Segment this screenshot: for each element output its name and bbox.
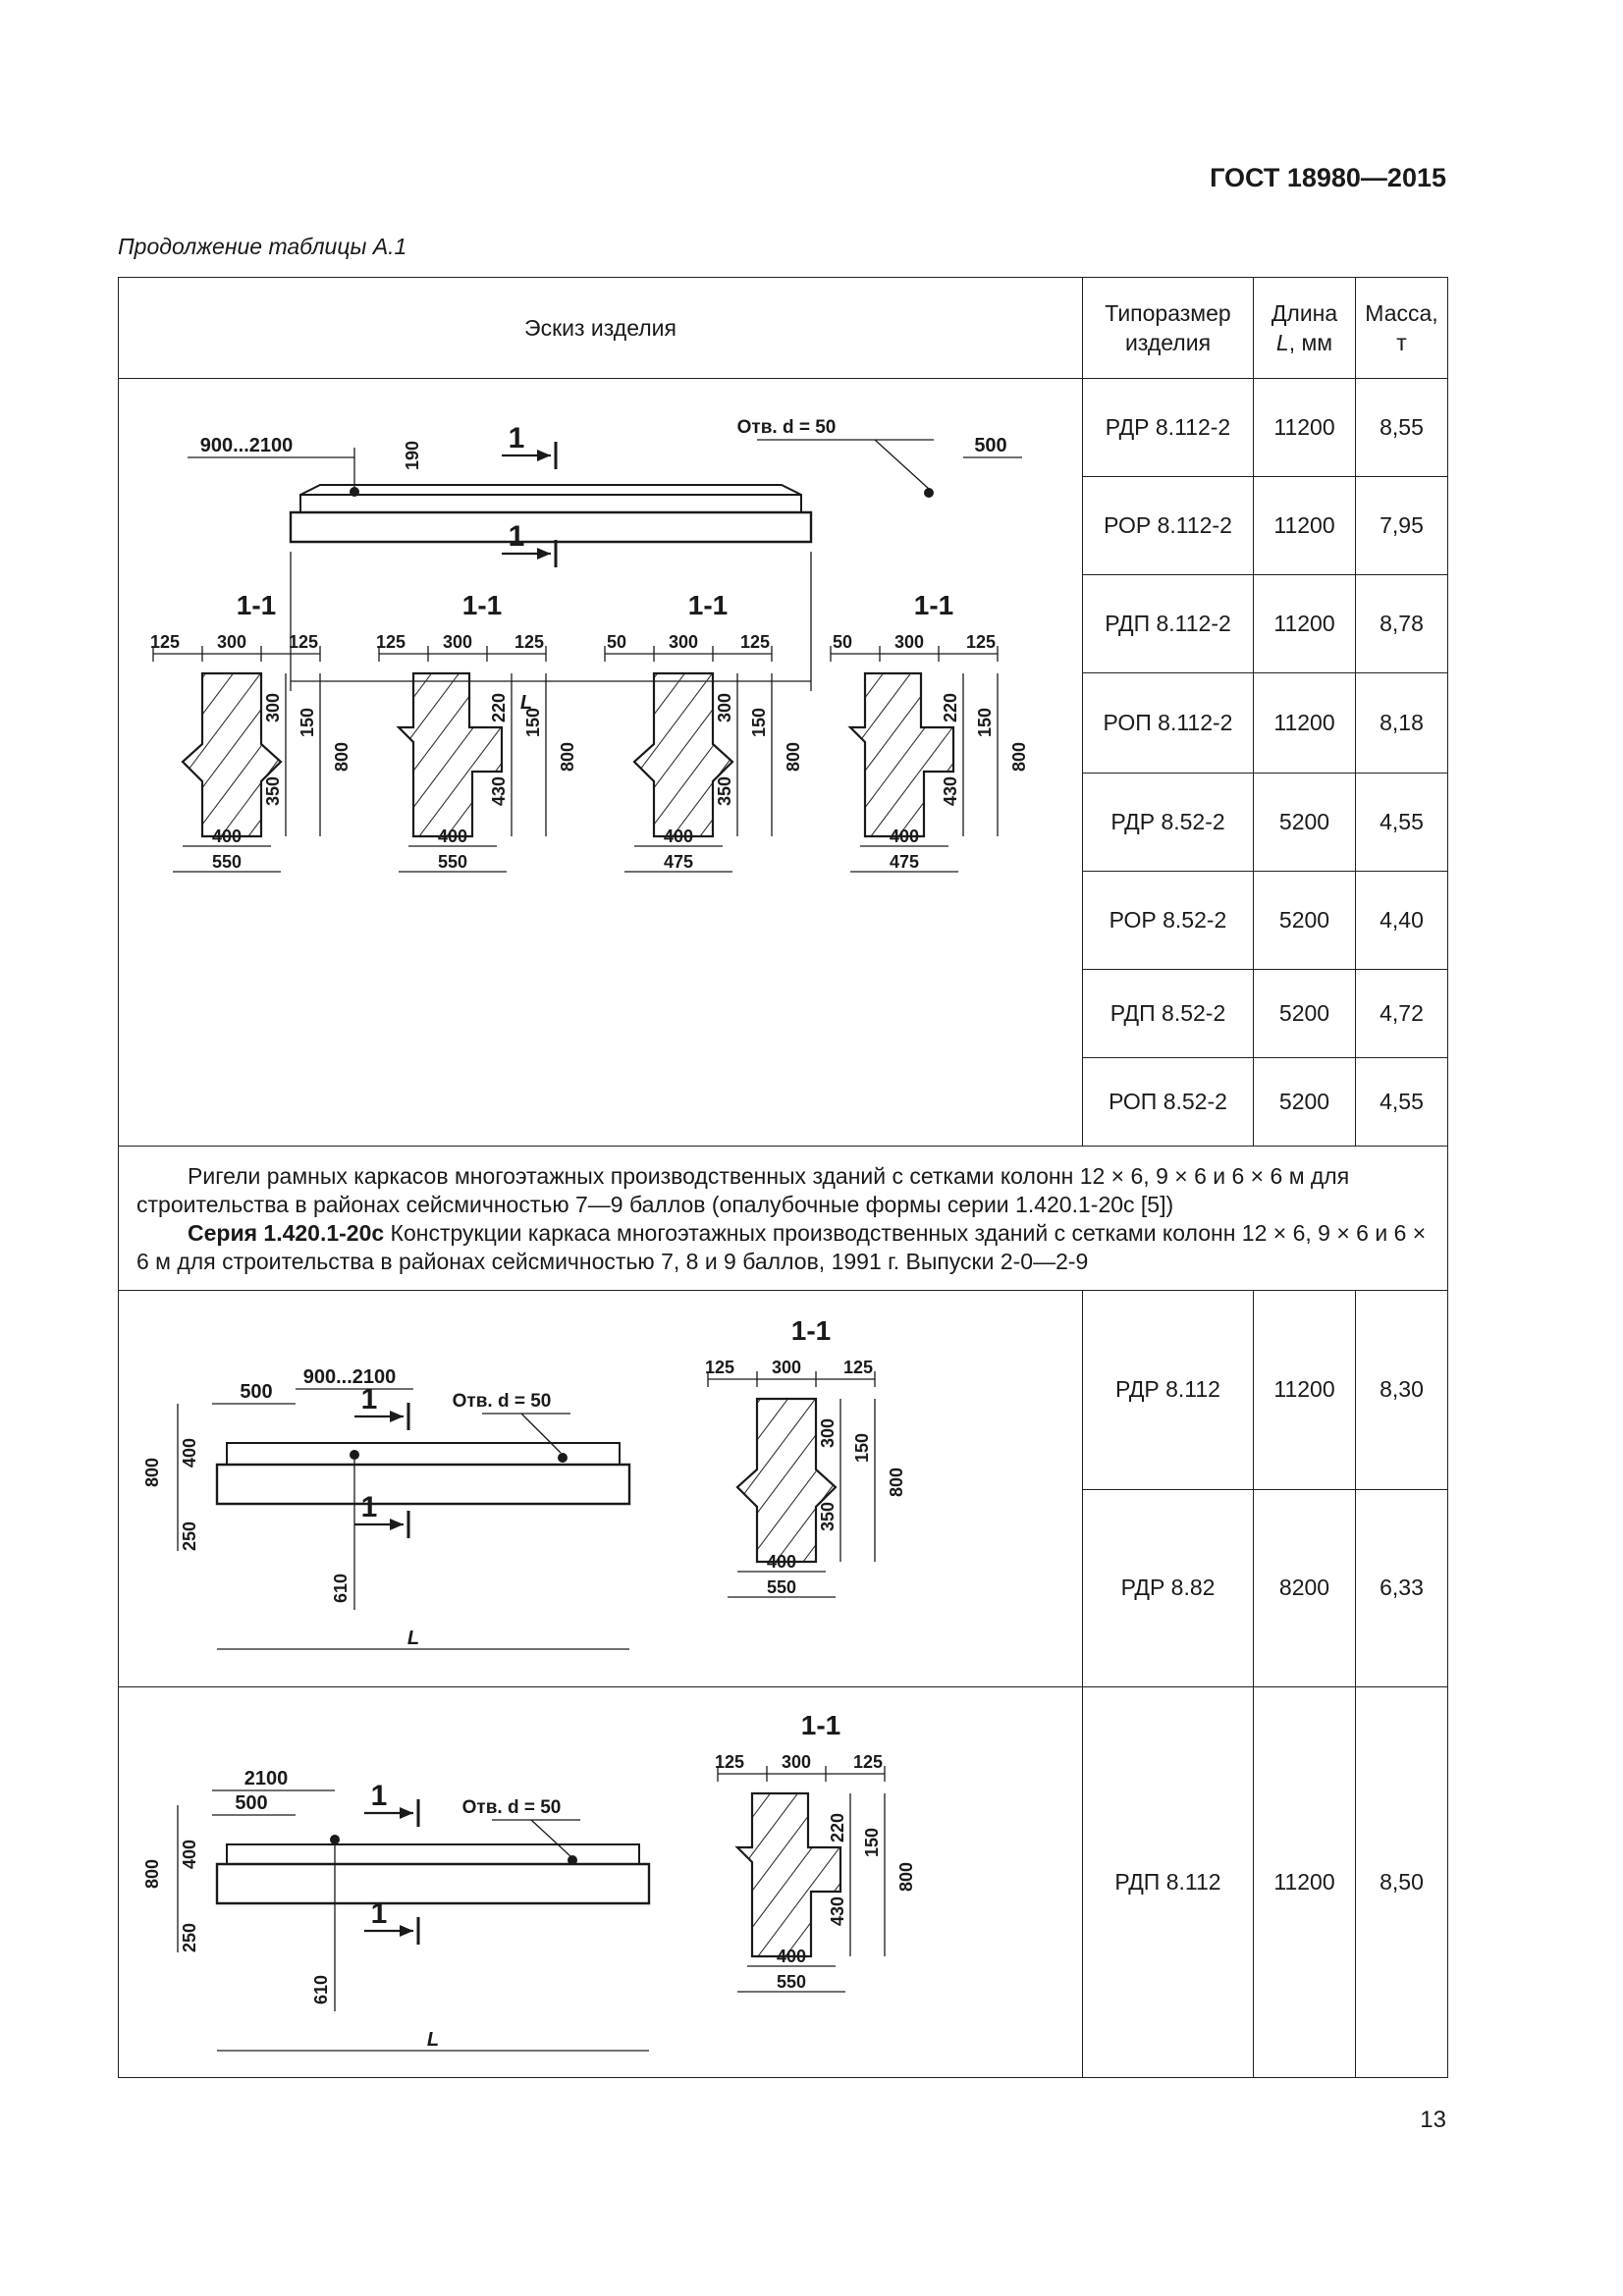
col-header-sketch: Эскиз изделия — [119, 278, 1083, 379]
series-note-row — [119, 1147, 1448, 1291]
type-cell: РОР 8.112-2 — [1083, 477, 1254, 575]
beam-top-flange — [300, 495, 801, 512]
hole-label: Отв. d = 50 — [736, 417, 837, 438]
dimension-label: 220 — [941, 692, 960, 723]
dimension-label: 220 — [828, 1812, 847, 1843]
dimension-label: 610 — [311, 1974, 331, 2005]
dimension-label: 150 — [852, 1432, 872, 1464]
length-label: L — [406, 1628, 420, 1649]
section-cut-arrow — [390, 1411, 404, 1422]
mass-cell: 8,78 — [1356, 575, 1448, 673]
section-title: 1-1 — [913, 590, 954, 620]
dimension-label: 400 — [211, 827, 243, 846]
dimension-line — [521, 1414, 561, 1453]
dimension-label: 125 — [965, 632, 997, 652]
section-cut-arrow — [400, 1807, 413, 1819]
type-cell: РДР 8.112 — [1083, 1291, 1254, 1490]
dimension-label: 500 — [235, 1792, 268, 1814]
length-cell: 11200 — [1254, 379, 1356, 477]
products-table — [118, 277, 1448, 2078]
mass-cell: 4,55 — [1356, 773, 1448, 871]
dimension-label: 300 — [263, 692, 283, 723]
hole-label: Отв. d = 50 — [452, 1391, 552, 1412]
dimension-label: 300 — [893, 632, 925, 652]
dimension-label: 800 — [558, 741, 577, 773]
section-cut-label: 1 — [360, 1383, 378, 1415]
mass-cell: 7,95 — [1356, 477, 1448, 575]
section-title: 1-1 — [236, 590, 277, 620]
type-cell: РОП 8.112-2 — [1083, 673, 1254, 773]
beam-web — [217, 1465, 629, 1504]
dimension-line — [875, 440, 929, 489]
mass-cell: 8,50 — [1356, 1687, 1448, 2078]
col-header-type: Типоразмер изделия — [1083, 278, 1254, 379]
note-paragraph-1: Ригели рамных каркасов многоэтажных производственных зданий с сетками колонн 12 × 6, 9 × 6 и 6 × 6 м для строительства в районах сейсмичностью 7—9 баллов (опалубочные формы серии 1.420.1-20с [5]) — [136, 1163, 1350, 1217]
hole-label: Отв. d = 50 — [461, 1797, 562, 1818]
section-outline — [850, 673, 953, 836]
dimension-label: 300 — [818, 1417, 838, 1449]
dimension-label: 125 — [704, 1358, 735, 1377]
dimension-label: 430 — [489, 775, 509, 807]
dimension-label: 800 — [784, 741, 803, 773]
series-note — [119, 1147, 1448, 1291]
section-cut-label: 1 — [370, 1897, 388, 1930]
dimension-label: 125 — [149, 632, 181, 652]
dimension-label: 550 — [437, 852, 468, 872]
cross-section — [119, 590, 1058, 1037]
dimension-label: 550 — [211, 852, 243, 872]
mass-cell: 4,40 — [1356, 871, 1448, 969]
mass-cell: 8,55 — [1356, 379, 1448, 477]
dimension-label: 430 — [828, 1896, 847, 1927]
length-cell: 11200 — [1254, 1291, 1356, 1490]
hole-marker — [558, 1453, 568, 1463]
dimension-label: 50 — [832, 632, 853, 652]
beam-top — [300, 485, 801, 495]
dimension-label: 2100 — [243, 1768, 289, 1789]
col-header-mass: Масса, т — [1356, 278, 1448, 379]
section-cut-arrow — [400, 1925, 413, 1937]
mass-cell: 8,18 — [1356, 673, 1448, 773]
dimension-label: 610 — [331, 1573, 351, 1604]
type-cell: РДР 8.112-2 — [1083, 379, 1254, 477]
type-cell: РДП 8.52-2 — [1083, 969, 1254, 1057]
dimension-label: 190 — [403, 440, 422, 471]
length-label: L — [426, 2029, 440, 2051]
dimension-label: 550 — [776, 1972, 807, 1992]
section-cut-arrow — [537, 548, 551, 560]
dimension-label: 550 — [766, 1577, 797, 1597]
dimension-label: 300 — [442, 632, 473, 652]
section-cut-arrow — [390, 1519, 404, 1530]
cross-section — [556, 590, 1083, 1037]
hole-marker — [350, 487, 359, 497]
dimension-label: 800 — [1009, 741, 1029, 773]
dimension-label: 220 — [489, 692, 509, 723]
dimension-label: 900...2100 — [199, 435, 294, 456]
mass-cell: 6,33 — [1356, 1489, 1448, 1687]
dimension-label: 900...2100 — [302, 1366, 397, 1388]
dimension-label: 125 — [514, 632, 545, 652]
dimension-label: 350 — [715, 775, 734, 807]
dimension-label: 400 — [766, 1552, 797, 1572]
dimension-label: 150 — [862, 1827, 882, 1858]
sketch-cell-group3 — [119, 1687, 1083, 2078]
beam-web — [217, 1864, 649, 1903]
dimension-label: 300 — [668, 632, 699, 652]
length-cell: 5200 — [1254, 1057, 1356, 1146]
length-cell: 8200 — [1254, 1489, 1356, 1687]
cross-section — [433, 1315, 1083, 1686]
beam-top-flange — [227, 1844, 639, 1864]
length-cell: 5200 — [1254, 969, 1356, 1057]
table-continuation-caption: Продолжение таблицы А.1 — [118, 234, 407, 259]
page-number: 13 — [1420, 2107, 1446, 2133]
section-outline — [399, 673, 502, 836]
dimension-label: 800 — [142, 1457, 162, 1488]
section-title: 1-1 — [800, 1710, 841, 1740]
dimension-label: 125 — [375, 632, 406, 652]
hole-marker — [568, 1855, 577, 1865]
mass-cell: 4,55 — [1356, 1057, 1448, 1146]
dimension-label: 350 — [818, 1501, 838, 1532]
dimension-label: 430 — [941, 775, 960, 807]
table-header-row — [119, 278, 1448, 379]
length-label: L — [519, 692, 533, 714]
concrete-hatch — [556, 644, 1083, 1037]
dimension-label: 125 — [714, 1752, 745, 1772]
dimension-label: 150 — [298, 707, 317, 738]
length-cell: 5200 — [1254, 773, 1356, 871]
cross-section — [119, 590, 833, 1037]
mass-cell: 4,72 — [1356, 969, 1448, 1057]
dimension-label: 300 — [216, 632, 247, 652]
dimension-label: 800 — [142, 1858, 162, 1890]
dimension-label: 500 — [240, 1381, 273, 1403]
length-cell: 11200 — [1254, 575, 1356, 673]
hole-marker — [924, 488, 934, 498]
table-row — [119, 1291, 1448, 1490]
length-cell: 11200 — [1254, 1687, 1356, 2078]
beam-drawing-group1 — [119, 379, 1083, 1146]
dimension-label: 400 — [437, 827, 468, 846]
section-title: 1-1 — [790, 1315, 832, 1346]
dimension-label: 125 — [852, 1752, 884, 1772]
dimension-label: 250 — [180, 1922, 199, 1953]
section-cut-label: 1 — [508, 422, 525, 454]
section-cut-arrow — [537, 450, 551, 461]
dimension-label: 400 — [776, 1947, 807, 1966]
dimension-label: 800 — [896, 1861, 916, 1893]
type-cell: РДП 8.112 — [1083, 1687, 1254, 2078]
table-row — [119, 379, 1448, 477]
section-title: 1-1 — [687, 590, 729, 620]
beam-drawing-group2 — [119, 1291, 1083, 1686]
type-cell: РОП 8.52-2 — [1083, 1057, 1254, 1146]
dimension-label: 800 — [887, 1467, 906, 1498]
length-cell: 5200 — [1254, 871, 1356, 969]
section-title: 1-1 — [461, 590, 503, 620]
dimension-label: 800 — [332, 741, 352, 773]
cross-section — [330, 590, 1083, 1037]
dimension-label: 250 — [180, 1521, 199, 1552]
sketch-cell-group1 — [119, 379, 1083, 1147]
cross-section — [443, 1710, 1083, 2077]
dimension-label: 400 — [180, 1839, 199, 1870]
type-cell: РДП 8.112-2 — [1083, 575, 1254, 673]
dimension-label: 475 — [889, 852, 920, 872]
mass-cell: 8,30 — [1356, 1291, 1448, 1490]
dimension-label: 150 — [749, 707, 769, 738]
dimension-label: 475 — [663, 852, 694, 872]
note-paragraph-2: Серия 1.420.1-20с Конструкции каркаса многоэтажных производственных зданий с сетками колонн 12 × 6, 9 × 6 и 6 × 6 м для строительства в районах сейсмичностью 7, 8 и 9 баллов, 1991 г. Выпуски 2-0—2-9 — [136, 1220, 1427, 1274]
dimension-label: 350 — [263, 775, 283, 807]
sketch-cell-group2 — [119, 1291, 1083, 1687]
type-cell: РОР 8.52-2 — [1083, 871, 1254, 969]
beam-web — [291, 512, 811, 542]
length-cell: 11200 — [1254, 477, 1356, 575]
dimension-label: 300 — [715, 692, 734, 723]
col-header-length: Длина L, мм — [1254, 278, 1356, 379]
section-cut-label: 1 — [508, 520, 525, 553]
dimension-line — [531, 1820, 570, 1856]
section-cut-label: 1 — [370, 1780, 388, 1812]
dimension-label: 400 — [889, 827, 920, 846]
beam-drawing-group3 — [119, 1687, 1083, 2077]
dimension-label: 125 — [842, 1358, 874, 1377]
type-cell: РДР 8.82 — [1083, 1489, 1254, 1687]
dimension-label: 400 — [180, 1437, 199, 1468]
dimension-label: 50 — [606, 632, 627, 652]
table-row — [119, 1687, 1448, 2078]
length-cell: 11200 — [1254, 673, 1356, 773]
series-name: Серия 1.420.1-20с — [188, 1220, 385, 1246]
type-cell: РДР 8.52-2 — [1083, 773, 1254, 871]
dimension-label: 125 — [739, 632, 771, 652]
dimension-label: 400 — [663, 827, 694, 846]
standard-header: ГОСТ 18980—2015 — [1210, 163, 1446, 192]
dimension-label: 150 — [975, 707, 995, 738]
dimension-label: 300 — [781, 1752, 812, 1772]
section-outline — [737, 1793, 840, 1956]
dimension-label: 125 — [288, 632, 319, 652]
dimension-label: 150 — [523, 707, 543, 738]
section-cut-label: 1 — [360, 1491, 378, 1523]
dimension-label: 300 — [771, 1358, 802, 1377]
dimension-label: 500 — [974, 435, 1007, 456]
